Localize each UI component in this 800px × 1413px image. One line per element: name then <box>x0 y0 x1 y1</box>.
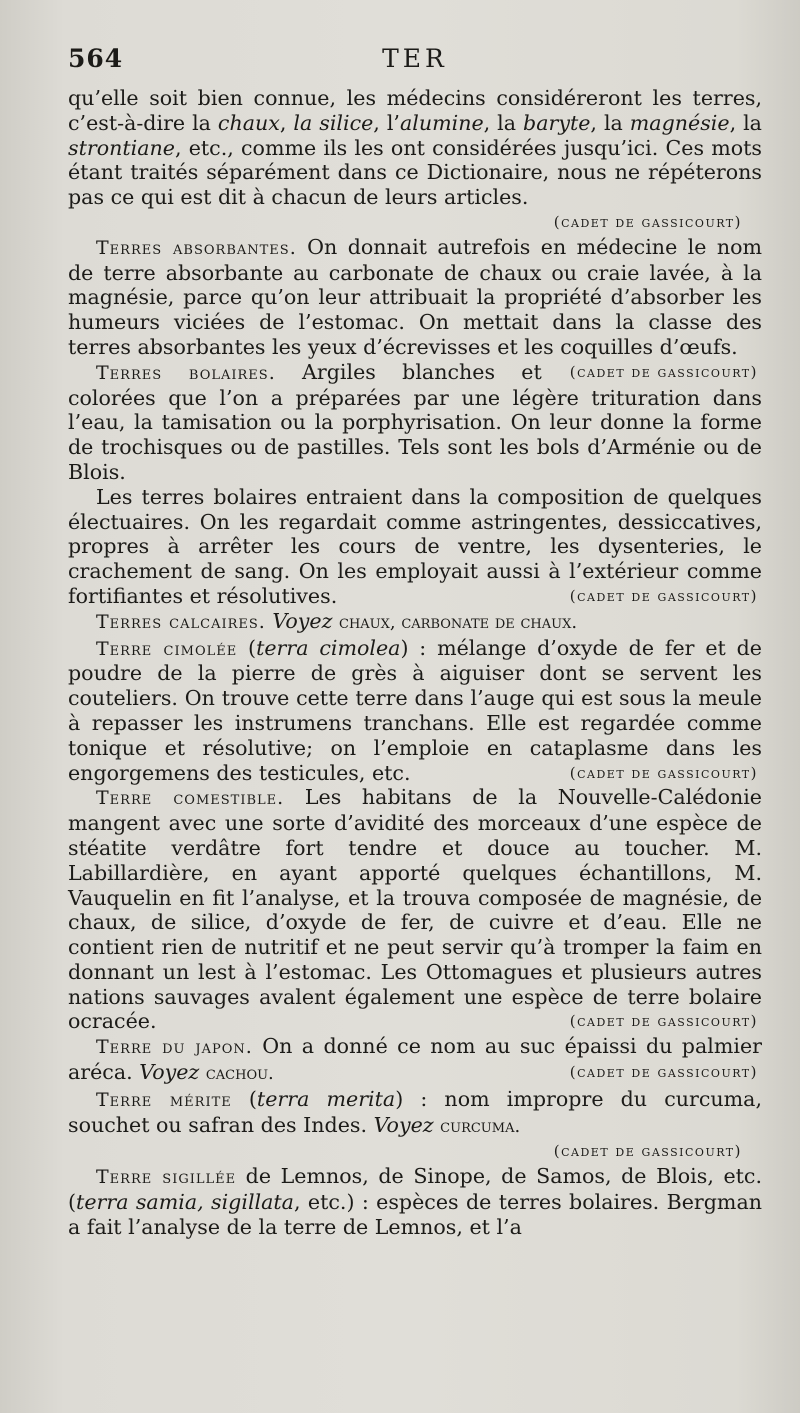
sep: , la <box>483 110 524 135</box>
intro-text: , etc., comme ils les ont considérées jusqu’ici. Ces mots étant traités séparément dans ce Dictionaire, nous ne répéterons pas ce qui est dit à chacun de leurs articles. <box>68 135 762 210</box>
entry-text: : mélange d’oxyde de fer et de poudre de la pierre de grès à aiguiser dont se servent les couteliers. On trouve cette terre dans l’auge qui est sous la meule à repasser les instrumens tranchans. Elle est regardée comme tonique et résolutive; on l’emploie en cataplasme dans les engorgemens des testicules, etc. <box>68 635 762 785</box>
entry-text: , etc.) : espèces de terres bolaires. Bergman a fait l’analyse de la terre de Lemnos, et l’a <box>68 1190 762 1239</box>
term-chaux: chaux <box>217 110 280 135</box>
entry-head: Terres absorbantes. <box>96 236 297 259</box>
entry-terre-comestible <box>68 785 762 1034</box>
entry-head: Terre mérite <box>96 1088 232 1111</box>
entry-head: Terres bolaires. <box>96 361 276 384</box>
page-number: 564 <box>68 44 124 73</box>
intro-paragraph <box>68 86 762 210</box>
sep: , la <box>590 110 630 135</box>
credit-line: (cadet de gassicourt) <box>569 586 758 605</box>
voyez: Voyez <box>272 608 333 633</box>
running-head <box>68 40 762 86</box>
running-title: TER <box>382 44 448 73</box>
latin-name: terra samia, sigillata <box>76 1190 294 1215</box>
credit-line: (cadet de gassicourt) <box>569 763 758 782</box>
voyez: Voyez <box>139 1060 200 1085</box>
entry-text: Les habitans de la Nouvelle-Calédonie mangent avec une sorte d’avidité des morceaux d’une espèce de stéatite verdâtre fort tendre et douce au toucher. M. Labillardière, en ayant apporté quelques échantillons, M. Vauquelin en fit l’analyse, et la trouva composée de magnésie, de chaux, de silice, d’oxyde de fer, de cuivre et d’eau. Elle ne contient rien de nutritif et ne peut servir qu’à tromper la faim en donnant un lest à l’estomac. Les Ottomagues et plusieurs autres nations sauvages avalent également une espèce de terre bolaire ocracée. <box>68 785 762 1034</box>
entry-text: On donnait autrefois en médecine le nom de terre absorbante au carbonate de chaux ou craie lavée, à la magnésie, parce qu’on leur attribuait la propriété d’absorber les humeurs viciées de l’estomac. On mettait dans la classe des terres absorbantes les yeux d’écrevisses et les coquilles d’œufs. <box>68 234 763 359</box>
voyez: Voyez <box>373 1112 434 1137</box>
latin-name: terra merita <box>256 1086 396 1111</box>
cross-reference: chaux, carbonate de chaux. <box>339 611 578 633</box>
entry-head: Terres calcaires. <box>96 610 266 633</box>
entry-text: On a donné ce nom au suc épaissi du palmier aréca. <box>68 1034 762 1085</box>
credit-line: (cadet de gassicourt) <box>569 1012 758 1031</box>
credit-line: (cadet de gassicourt) <box>553 212 742 231</box>
term-magnesie: magnésie <box>629 110 730 135</box>
entry-terre-cimolee: Terre cimolée (terra cimolea) : mélange d’oxyde de fer et de poudre de la pierre de grès à aiguiser dont se servent les couteliers. On trouve cette terre dans l’auge qui est sous la meule à repasser les instrumens tranchans. Elle est regardée comme tonique et résolutive; on l’emploie en cataplasme dans les engorgemens des testicules, etc. (cadet de gassicourt) <box>68 635 762 785</box>
term-alumine: alumine <box>399 110 484 135</box>
cross-reference: curcuma. <box>440 1115 521 1137</box>
entry-text: Les terres bolaires entraient dans la composition de quelques électuaires. On les regardait comme astringentes, dessiccatives, propres à arrêter les cours de ventre, les dysenteries, le crachement de sang. On les employait aussi à l’extérieur comme fortifiantes et résolutives. <box>68 484 762 608</box>
sep: , <box>279 110 294 135</box>
term-baryte: baryte <box>523 110 591 135</box>
sep: , la <box>729 110 762 135</box>
entry-head: Terre sigillée <box>96 1166 237 1189</box>
entry-text: : nom impropre du curcuma, souchet ou safran des Indes. <box>68 1086 762 1137</box>
body-text <box>68 86 762 1240</box>
credit-line: (cadet de gassicourt) <box>569 1063 758 1082</box>
credit-line: (cadet de gassicourt) <box>569 362 758 381</box>
entry-head: Terre comestible. <box>96 787 285 810</box>
cross-reference: cachou. <box>205 1063 274 1085</box>
entry-terre-du-japon <box>68 1034 762 1087</box>
entry-terres-calcaires <box>68 609 762 636</box>
entry-text: Argiles blanches et colorées que l’on a préparées par une légère trituration dans l’eau, la tamisation ou la porphyrisation. On leur donne la forme de trochisques ou de pastilles. Tels sont les bols d’Arménie ou de Blois. <box>68 359 762 484</box>
term-strontiane: strontiane <box>68 135 175 160</box>
entry-terres-bolaires-cont <box>68 485 762 609</box>
sep: , l’ <box>373 110 400 135</box>
term-silice: la silice <box>293 110 374 135</box>
entry-text: de Lemnos, de Sinope, de Samos, de Blois, etc. ( <box>68 1164 763 1215</box>
entry-terre-sigillee <box>68 1164 762 1239</box>
latin-name: terra cimolea <box>256 635 401 660</box>
entry-head: Terre cimolée <box>96 637 238 660</box>
entry-head: Terre du japon. <box>96 1036 253 1059</box>
credit-line: (cadet de gassicourt) <box>553 1142 742 1161</box>
intro-text: qu’elle soit bien connue, les médecins considéreront les terres, c’est-à-dire la <box>68 86 762 135</box>
entry-terre-merite: Terre mérite (terra merita) : nom impropre du curcuma, souchet ou safran des Indes. Voyez curcuma. <box>68 1086 762 1137</box>
